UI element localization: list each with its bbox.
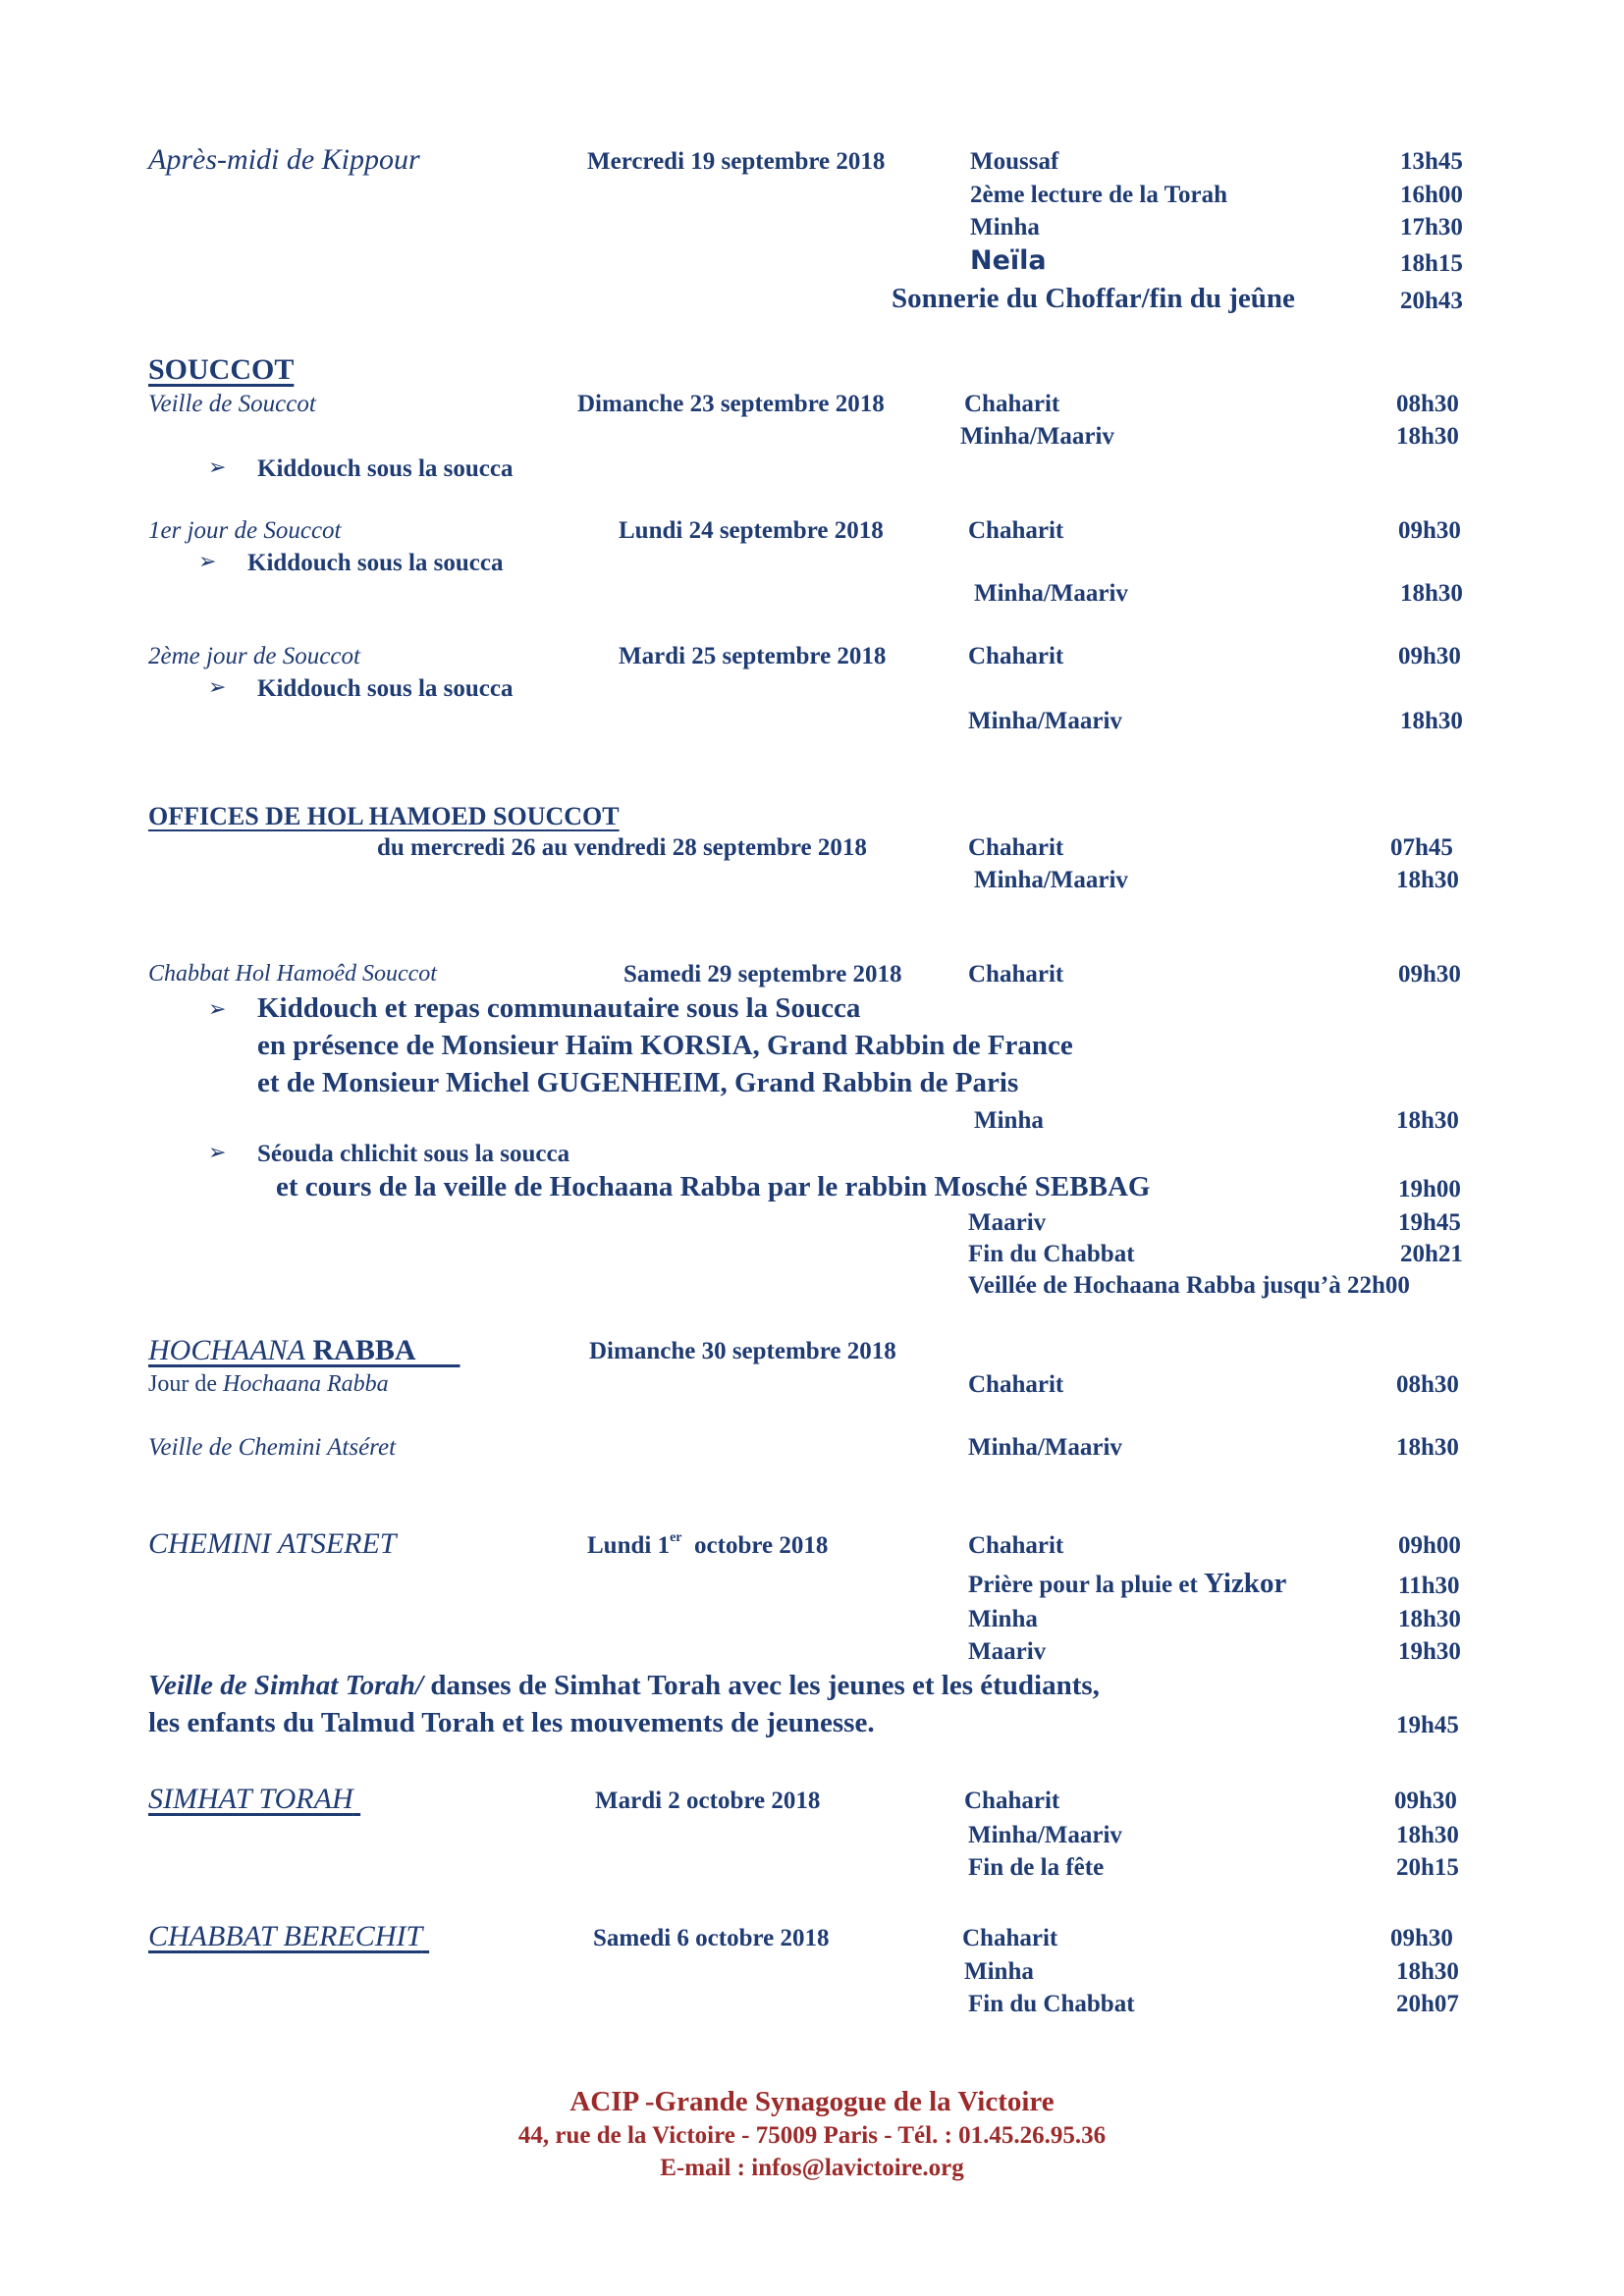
footer-org: ACIP -Grande Synagogue de la Victoire (569, 2086, 1055, 2117)
jour1-souccot-time-2: 18h30 (1400, 580, 1463, 607)
simhat-office-3: Fin de la fête (968, 1854, 1105, 1881)
veille-souccot-date: Dimanche 23 septembre 2018 (577, 391, 885, 417)
jour2-souccot-office-1: Chaharit (968, 643, 1064, 669)
kippour-time-5: 20h43 (1400, 288, 1463, 314)
hol-hamoed-time-2: 18h30 (1396, 867, 1459, 893)
hol-hamoed-time-1: 07h45 (1390, 834, 1453, 861)
chemini-time-1: 09h00 (1398, 1532, 1461, 1559)
hol-hamoed-office-1: Chaharit (968, 834, 1064, 861)
chemini-veille-italic: Veille de Simhat Torah/ (148, 1670, 424, 1701)
chemini-time-4: 19h30 (1398, 1638, 1461, 1665)
chemini-office-2-text: Prière pour la pluie et (968, 1572, 1198, 1598)
chemini-office-4: Maariv (968, 1638, 1047, 1665)
jour2-souccot-date: Mardi 25 septembre 2018 (619, 643, 887, 669)
hochaana-office-chaharit: Chaharit (968, 1371, 1064, 1398)
chemini-date (587, 1530, 829, 1559)
jour1-souccot-note: Kiddouch sous la soucca (247, 550, 504, 576)
chemini-veille-text: danses de Simhat Torah avec les jeunes et les étudiants, (430, 1670, 1100, 1701)
berechit-office-3: Fin du Chabbat (968, 1991, 1135, 2017)
bullet-icon: ➢ (208, 674, 227, 699)
simhat-office-2: Minha/Maariv (968, 1822, 1122, 1848)
hochaana-time-minha: 18h30 (1396, 1434, 1459, 1461)
chemini-time-3: 18h30 (1398, 1606, 1461, 1632)
kippour-time-4: 18h15 (1400, 250, 1463, 277)
chemini-office-2 (968, 1570, 1286, 1598)
jour2-souccot-label: 2ème jour de Souccot (148, 643, 360, 669)
jour1-souccot-time-1: 09h30 (1398, 517, 1461, 544)
bullet-icon: ➢ (208, 996, 227, 1021)
kippour-time-1: 13h45 (1400, 148, 1463, 175)
bullet-icon: ➢ (208, 1140, 227, 1164)
chabbat-hol-label: Chabbat Hol Hamoêd Souccot (148, 961, 437, 987)
chabbat-hol-office-maariv: Maariv (968, 1209, 1047, 1236)
berechit-office-2: Minha (964, 1958, 1034, 1985)
chemini-veille-line-2: les enfants du Talmud Torah et les mouvements de jeunesse. (148, 1707, 875, 1738)
footer-address: 44, rue de la Victoire - 75009 Paris - Tél. : 01.45.26.95.36 (517, 2122, 1107, 2149)
kippour-time-2: 16h00 (1400, 182, 1463, 208)
chabbat-hol-office-chaharit: Chaharit (968, 961, 1064, 988)
chabbat-hol-time-cours: 19h00 (1398, 1176, 1461, 1202)
berechit-office-1: Chaharit (962, 1925, 1058, 1951)
chemini-office-2-extra: Yizkor (1204, 1568, 1287, 1599)
chabbat-hol-date: Samedi 29 septembre 2018 (623, 961, 902, 988)
jour1-souccot-office-2: Minha/Maariv (974, 580, 1128, 607)
hol-hamoed-title: OFFICES DE HOL HAMOED SOUCCOT (148, 802, 620, 830)
berechit-time-1: 09h30 (1390, 1925, 1453, 1951)
jour2-souccot-office-2: Minha/Maariv (968, 708, 1122, 734)
chemini-office-3: Minha (968, 1606, 1038, 1632)
berechit-date: Samedi 6 octobre 2018 (593, 1925, 830, 1951)
veille-souccot-time-2: 18h30 (1396, 423, 1459, 450)
berechit-title-text: CHABBAT BERECHIT (148, 1920, 422, 1952)
chabbat-hol-time-fin: 20h21 (1400, 1241, 1463, 1267)
simhat-title (148, 1785, 360, 1814)
chabbat-hol-time-chaharit: 09h30 (1398, 961, 1461, 988)
chemini-veille-line-1 (148, 1672, 1100, 1700)
chabbat-hol-seouda: Séouda chlichit sous la soucca (257, 1141, 570, 1167)
kippour-office-4: Neïla (970, 245, 1047, 276)
chemini-date-prefix: Lundi 1 (587, 1532, 671, 1559)
bullet-icon: ➢ (198, 549, 217, 573)
souccot-title: SOUCCOT (148, 353, 295, 386)
veille-souccot-label: Veille de Souccot (148, 391, 316, 417)
hochaana-jour-prefix: Jour de (148, 1371, 217, 1397)
berechit-time-2: 18h30 (1396, 1958, 1459, 1985)
veille-souccot-time-1: 08h30 (1396, 391, 1459, 417)
chabbat-hol-kiddouch-1: Kiddouch et repas communautaire sous la Soucca (257, 992, 861, 1024)
hochaana-jour-name: Hochaana Rabba (222, 1371, 389, 1397)
hol-hamoed-dates: du mercredi 26 au vendredi 28 septembre 2018 (377, 834, 867, 861)
simhat-time-1: 09h30 (1394, 1788, 1457, 1814)
kippour-office-2: 2ème lecture de la Torah (970, 182, 1227, 208)
hochaana-title-bold: RABBA (312, 1334, 416, 1366)
kippour-office-5: Sonnerie du Choffar/fin du jeûne (892, 283, 1295, 314)
jour1-souccot-date: Lundi 24 septembre 2018 (619, 517, 884, 544)
hochaana-office-minha: Minha/Maariv (968, 1434, 1122, 1461)
chemini-office-1: Chaharit (968, 1532, 1064, 1559)
chabbat-hol-veillee: Veillée de Hochaana Rabba jusqu’à 22h00 (968, 1272, 1410, 1299)
chabbat-hol-cours: et cours de la veille de Hochaana Rabba par le rabbin Mosché SEBBAG (276, 1171, 1151, 1202)
chabbat-hol-kiddouch-3: et de Monsieur Michel GUGENHEIM, Grand Rabbin de Paris (257, 1067, 1019, 1098)
chemini-date-suffix: octobre 2018 (694, 1532, 829, 1559)
hochaana-title-italic: HOCHAANA (148, 1334, 305, 1366)
simhat-time-2: 18h30 (1396, 1822, 1459, 1848)
kippour-office-1: Moussaf (970, 148, 1059, 175)
hochaana-jour (148, 1372, 389, 1396)
simhat-office-1: Chaharit (964, 1788, 1060, 1814)
footer-email: E-mail : infos@lavictoire.org (660, 2155, 964, 2181)
chemini-veille-time: 19h45 (1396, 1712, 1459, 1738)
chabbat-hol-kiddouch-2: en présence de Monsieur Haïm KORSIA, Grand Rabbin de France (257, 1030, 1073, 1061)
veille-souccot-note: Kiddouch sous la soucca (257, 455, 514, 482)
jour2-souccot-time-2: 18h30 (1400, 708, 1463, 734)
kippour-label: Après-midi de Kippour (148, 143, 420, 176)
chabbat-hol-office-minha: Minha (974, 1107, 1044, 1134)
jour1-souccot-office-1: Chaharit (968, 517, 1064, 544)
kippour-time-3: 17h30 (1400, 214, 1463, 240)
hol-hamoed-office-2: Minha/Maariv (974, 867, 1128, 893)
kippour-date: Mercredi 19 septembre 2018 (587, 148, 886, 175)
chabbat-hol-time-maariv: 19h45 (1398, 1209, 1461, 1236)
chemini-time-2: 11h30 (1398, 1573, 1460, 1599)
simhat-title-text: SIMHAT TORAH (148, 1783, 353, 1815)
hochaana-date: Dimanche 30 septembre 2018 (589, 1338, 896, 1364)
kippour-office-3: Minha (970, 214, 1040, 240)
jour1-souccot-label: 1er jour de Souccot (148, 517, 342, 544)
simhat-time-3: 20h15 (1396, 1854, 1459, 1881)
veille-souccot-office-1: Chaharit (964, 391, 1060, 417)
hochaana-time-chaharit: 08h30 (1396, 1371, 1459, 1398)
chabbat-hol-time-minha: 18h30 (1396, 1107, 1459, 1134)
chemini-title: CHEMINI ATSERET (148, 1527, 397, 1560)
chemini-date-sup: er (670, 1530, 682, 1545)
hochaana-veille: Veille de Chemini Atséret (148, 1434, 397, 1461)
chabbat-hol-office-fin: Fin du Chabbat (968, 1241, 1135, 1267)
jour2-souccot-time-1: 09h30 (1398, 643, 1461, 669)
hochaana-title (148, 1336, 460, 1365)
veille-souccot-office-2: Minha/Maariv (960, 423, 1114, 450)
simhat-date: Mardi 2 octobre 2018 (595, 1788, 821, 1814)
jour2-souccot-note: Kiddouch sous la soucca (257, 675, 514, 702)
berechit-title (148, 1922, 429, 1951)
bullet-icon: ➢ (208, 454, 227, 479)
berechit-time-3: 20h07 (1396, 1991, 1459, 2017)
